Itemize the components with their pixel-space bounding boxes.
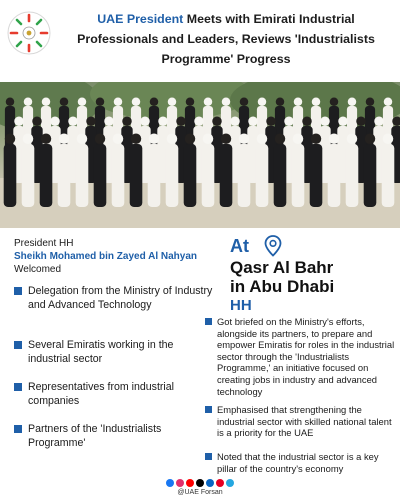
person-figure <box>22 144 35 207</box>
x-icon[interactable] <box>196 479 204 487</box>
person-head <box>366 98 375 107</box>
person-head <box>356 117 366 127</box>
person-head <box>96 98 105 107</box>
person-head <box>248 117 258 127</box>
person-figure <box>292 144 305 207</box>
header <box>0 0 400 80</box>
person-head <box>186 98 195 107</box>
place-line-2: in Abu Dhabi <box>230 277 335 296</box>
social-handle: @UAE Forsan <box>177 489 223 496</box>
person-head <box>78 98 87 107</box>
list-item-text: Noted that the industrial sector is a key pillar of the country's economy <box>217 451 379 474</box>
person-head <box>113 134 124 145</box>
youtube-icon[interactable] <box>186 479 194 487</box>
person-head <box>257 134 268 145</box>
person-figure <box>310 144 323 207</box>
person-figure <box>40 144 53 207</box>
person-head <box>384 98 393 107</box>
person-head <box>60 98 69 107</box>
facebook-icon[interactable] <box>166 479 174 487</box>
person-head <box>68 117 78 127</box>
list-item-text: Delegation from the Ministry of Industry and Advanced Technology <box>28 285 213 311</box>
person-head <box>140 117 150 127</box>
person-head <box>312 98 321 107</box>
person-head <box>348 98 357 107</box>
person-head <box>222 98 231 107</box>
person-head <box>41 134 52 145</box>
pinterest-icon[interactable] <box>216 479 224 487</box>
person-head <box>176 117 186 127</box>
person-head <box>23 134 34 145</box>
place-line-1: Qasr Al Bahr <box>230 258 334 277</box>
person-head <box>284 117 294 127</box>
location-block <box>230 236 390 314</box>
person-head <box>131 134 142 145</box>
person-figure <box>256 144 269 207</box>
instagram-icon[interactable] <box>176 479 184 487</box>
bullet-icon <box>14 383 22 391</box>
person-head <box>185 134 196 145</box>
person-figure <box>328 144 341 207</box>
headline <box>58 9 394 69</box>
person-head <box>302 117 312 127</box>
person-figure <box>220 144 233 207</box>
president-name: Sheikh Mohamed bin Zayed Al Nahyan <box>14 251 197 262</box>
list-item-text: Partners of the 'Industrialists Programme' <box>28 423 162 449</box>
logo-icon <box>6 10 52 56</box>
bullet-icon <box>14 287 22 295</box>
person-head <box>158 117 168 127</box>
person-head <box>42 98 51 107</box>
person-figure <box>364 144 377 207</box>
list-item-text: Emphasised that strengthening the industrial sector with skilled national talent is a priority for the UAE <box>217 404 392 439</box>
person-head <box>114 98 123 107</box>
list-item <box>14 339 214 366</box>
person-head <box>149 134 160 145</box>
list-item <box>205 404 395 439</box>
bullet-icon <box>205 318 212 325</box>
person-head <box>293 134 304 145</box>
person-head <box>132 98 141 107</box>
person-head <box>258 98 267 107</box>
list-item-text: Got briefed on the Ministry's efforts, alongside its partners, to prepare and empower Emiratis for roles in the industrial sector through the 'Industrialists Programme,' an initiative focused on creating jobs in industry and advanced technology <box>217 316 395 397</box>
person-head <box>168 98 177 107</box>
person-head <box>266 117 276 127</box>
intro-welcomed: Welcomed <box>14 264 62 275</box>
person-head <box>203 134 214 145</box>
person-head <box>275 134 286 145</box>
list-item <box>205 316 395 397</box>
person-figure <box>274 144 287 207</box>
person-figure <box>4 144 17 207</box>
person-head <box>212 117 222 127</box>
person-head <box>338 117 348 127</box>
group-photo <box>0 82 400 228</box>
bullet-icon <box>205 406 212 413</box>
person-figure <box>184 144 197 207</box>
hh-label: HH <box>230 297 252 314</box>
person-head <box>24 98 33 107</box>
person-figure <box>58 144 71 207</box>
headline-highlight: UAE President <box>97 12 184 26</box>
person-figure <box>166 144 179 207</box>
telegram-icon[interactable] <box>226 479 234 487</box>
person-head <box>194 117 204 127</box>
person-head <box>77 134 88 145</box>
person-head <box>365 134 376 145</box>
list-item <box>14 285 214 312</box>
at-label: At <box>230 236 249 256</box>
person-head <box>239 134 250 145</box>
person-figure <box>130 144 143 207</box>
person-head <box>150 98 159 107</box>
person-figure <box>346 144 359 207</box>
linkedin-icon[interactable] <box>206 479 214 487</box>
person-figure <box>94 144 107 207</box>
person-figure <box>382 144 395 207</box>
list-item <box>14 381 214 408</box>
person-head <box>32 117 42 127</box>
person-head <box>122 117 132 127</box>
person-head <box>204 98 213 107</box>
person-head <box>347 134 358 145</box>
list-item-text: Several Emiratis working in the industrial sector <box>28 339 174 365</box>
person-head <box>86 117 96 127</box>
list-item-text: Representatives from industrial companies <box>28 381 175 407</box>
person-figure <box>76 144 89 207</box>
person-head <box>95 134 106 145</box>
intro-title: President HH <box>14 238 74 249</box>
person-head <box>5 134 16 145</box>
person-head <box>104 117 114 127</box>
person-figure <box>202 144 215 207</box>
person-head <box>6 98 15 107</box>
bullet-icon <box>205 453 212 460</box>
person-head <box>374 117 384 127</box>
list-item <box>205 451 395 474</box>
location-pin-icon <box>264 235 282 257</box>
person-head <box>330 98 339 107</box>
person-head <box>240 98 249 107</box>
person-head <box>329 134 340 145</box>
person-figure <box>148 144 161 207</box>
person-head <box>167 134 178 145</box>
list-item <box>14 423 214 450</box>
group-photo-illustration <box>0 82 400 228</box>
person-head <box>50 117 60 127</box>
person-head <box>14 117 24 127</box>
bullet-icon <box>14 425 22 433</box>
person-head <box>59 134 70 145</box>
person-head <box>392 117 400 127</box>
person-head <box>383 134 394 145</box>
social-icons <box>0 479 400 489</box>
person-figure <box>238 144 251 207</box>
person-head <box>221 134 232 145</box>
bullet-icon <box>14 341 22 349</box>
person-head <box>320 117 330 127</box>
person-head <box>294 98 303 107</box>
person-head <box>230 117 240 127</box>
person-head <box>276 98 285 107</box>
person-figure <box>112 144 125 207</box>
person-head <box>311 134 322 145</box>
headline-rest: Meets with Emirati Industrial Professionals and Leaders, Reviews 'Industrialists Programme' Progress <box>77 12 375 66</box>
intro <box>14 237 224 276</box>
